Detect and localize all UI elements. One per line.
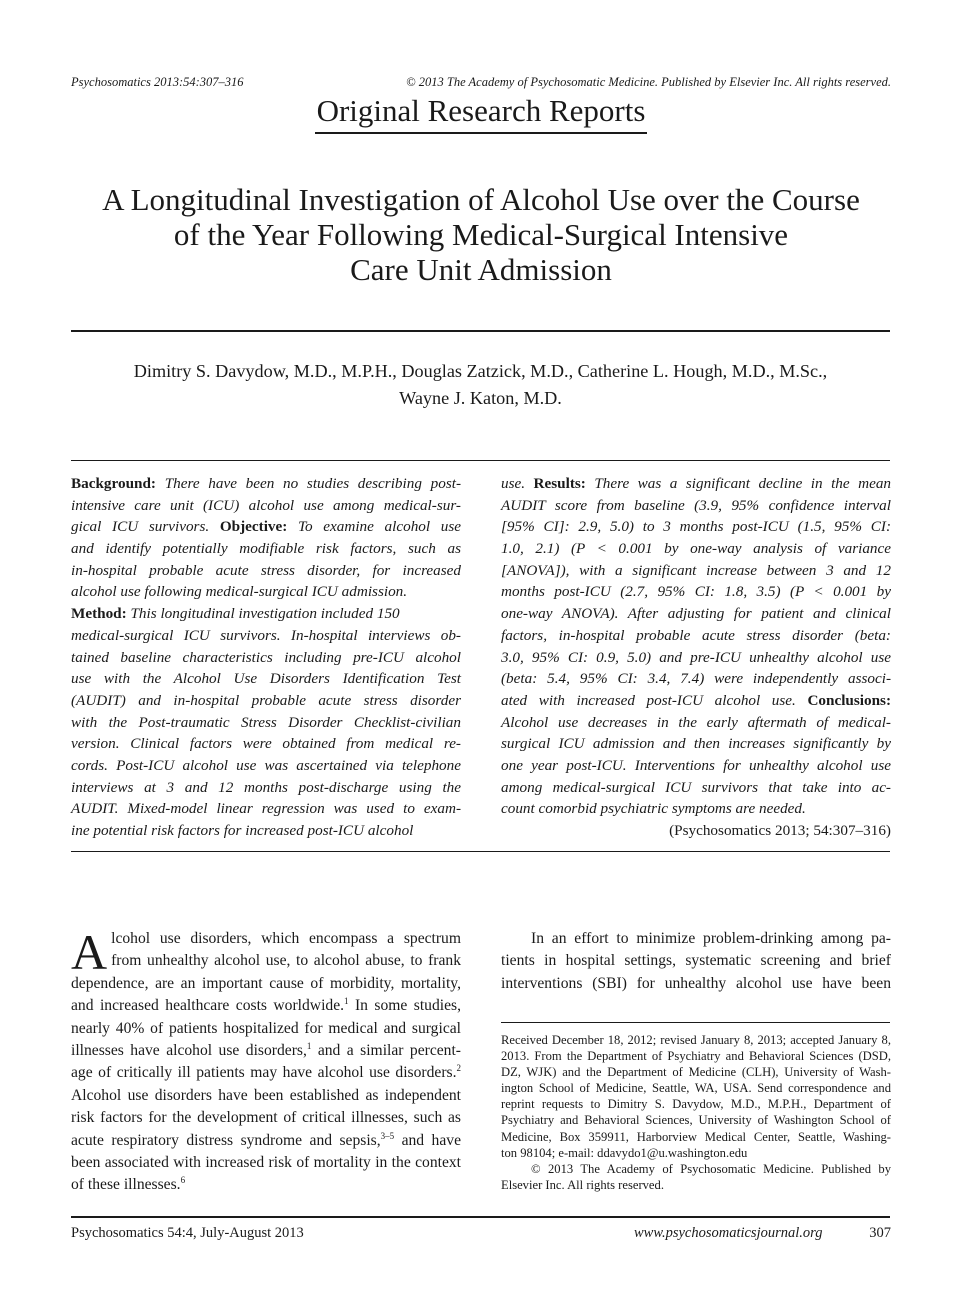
running-header-copyright: © 2013 The Academy of Psychosomatic Medicine. Published by Elsevier Inc. All rights reserved.: [406, 75, 891, 89]
body-text: and increased healthcare costs worldwide.: [71, 997, 345, 1015]
authors: [71, 358, 890, 412]
body-line: Alcohol use disorders have been established as independent: [71, 1086, 461, 1104]
body-line: tients in hospital settings, systematic screening and brief: [501, 952, 891, 970]
body-line: [71, 1130, 461, 1152]
body-line: from unhealthy alcohol use, to alcohol abuse, to frank: [111, 952, 461, 970]
abstract-line: [501, 690, 891, 712]
drop-cap: A: [71, 924, 108, 980]
body-text: age of critically ill patients may have alcohol use disorders.: [71, 1064, 457, 1082]
body-line: lcohol use disorders, which encompass a spectrum: [111, 930, 461, 947]
abstract-line: Alcohol use decreases in the early aftermath of medical-: [501, 713, 891, 731]
footnote-line: Elsevier Inc. All rights reserved.: [501, 1177, 664, 1192]
title-line: A Longitudinal Investigation of Alcohol Use over the Course: [102, 182, 860, 217]
abstract-line: factors, in-hospital probable acute stress disorder (beta:: [501, 626, 891, 644]
page-number: 307: [869, 1225, 891, 1241]
abstract-line: [71, 516, 461, 538]
body-text: of these illnesses.: [71, 1176, 181, 1194]
abstract-text: use.: [501, 475, 526, 492]
body-line: [71, 1040, 461, 1062]
abstract-line: one year post-ICU. Interventions for unhealthy alcohol use: [501, 756, 891, 774]
footnote-line: ton 98104; e-mail: ddavydo1@u.washington.edu: [501, 1145, 748, 1160]
title-rule: [71, 330, 890, 332]
footer-rule: [71, 1216, 890, 1218]
label-results: Results:: [533, 475, 586, 492]
abstract-text: There was a significant decline in the mean: [594, 475, 892, 492]
title-line: of the Year Following Medical-Surgical Intensive: [173, 217, 789, 252]
abstract-line: cords. Post-ICU alcohol use was ascertained via telephone: [71, 756, 461, 774]
abstract-left-column: [71, 473, 461, 842]
abstract-top-rule: [71, 460, 890, 461]
abstract-line: [71, 473, 461, 495]
body-text: and a similar percent-: [311, 1041, 462, 1059]
body-text: acute respiratory distress syndrome and sepsis,: [71, 1131, 381, 1149]
section-title-text: Original Research Reports: [315, 93, 648, 134]
citation-ref: 3–5: [380, 1130, 395, 1141]
abstract-line: count comorbid psychiatric symptoms are needed.: [501, 800, 806, 818]
body-line: risk factors for the development of critical illnesses, such as: [71, 1109, 461, 1127]
abstract-line: alcohol use following medical-surgical ICU admission.: [71, 583, 408, 601]
footnote-line: ington School of Medicine, Seattle, WA, USA. Send correspondence and: [501, 1081, 891, 1096]
abstract-line: with the Post-traumatic Stress Disorder Checklist-civilian: [71, 713, 461, 731]
citation-ref: 2: [456, 1063, 461, 1074]
abstract-line: and identify potentially modifiable risk factors, such as: [71, 540, 461, 558]
abstract-line: ine potential risk factors for increased post-ICU alcohol: [71, 822, 414, 839]
abstract-line: (AUDIT) and in-hospital probable acute stress disorder: [71, 691, 461, 709]
body-text: illnesses have alcohol use disorders,: [71, 1041, 307, 1059]
body-left-column: [71, 924, 462, 1197]
section-title: [0, 93, 962, 134]
abstract-text: ated with increased post-ICU alcohol use.: [501, 691, 796, 709]
abstract-text: To examine alcohol use: [297, 518, 462, 536]
citation-ref: 6: [180, 1175, 186, 1186]
footnote: [501, 1032, 891, 1193]
abstract-line: AUDIT score from baseline (3.9, 95% confidence interval: [501, 496, 891, 514]
label-objective: Objective:: [219, 518, 288, 536]
abstract-line: use with the Alcohol Use Disorders Identification Test: [71, 670, 461, 688]
abstract-line: version. Clinical factors were obtained from medical re-: [71, 735, 461, 753]
body-text: and have: [394, 1131, 461, 1149]
footer-website-link[interactable]: www.psychosomaticsjournal.org: [634, 1225, 823, 1241]
abstract-line: AUDIT. Mixed-model linear regression was used to exam-: [71, 800, 461, 818]
abstract-text: gical ICU survivors.: [71, 518, 210, 536]
abstract-line: in-hospital probable acute stress disorder, for increased: [71, 561, 461, 579]
footer-journal: Psychosomatics 54:4, July-August 2013: [71, 1225, 304, 1241]
citation-ref: 1: [344, 996, 349, 1007]
footnote-line: 2013. From the Department of Psychiatry and Behavioral Sciences (DSD,: [501, 1049, 891, 1064]
abstract-line: intensive care unit (ICU) alcohol use among medical-sur-: [71, 496, 461, 514]
footnote-rule: [501, 1022, 890, 1023]
abstract-line: [501, 473, 891, 495]
abstract-line: [95% CI]: 2.9, 5.0) to 3 months post-ICU (1.5, 95% CI:: [501, 518, 891, 536]
body-line: [71, 1062, 461, 1084]
abstract-text: There have been no studies describing post-: [164, 475, 462, 492]
body-line: [71, 995, 461, 1017]
abstract-text: This longitudinal investigation included 150: [130, 605, 400, 623]
footnote-line: Received December 18, 2012; revised January 8, 2013; accepted January 8,: [501, 1033, 891, 1047]
abstract-line: 3.0, 95% CI: 0.9, 5.0) and pre-ICU unhealthy alcohol use: [501, 648, 891, 666]
article-title: [60, 182, 902, 287]
running-header-citation: Psychosomatics 2013:54:307–316: [71, 75, 244, 89]
abstract-line: medical-surgical ICU survivors. In-hospital interviews ob-: [71, 626, 461, 644]
abstract-line: interviews at 3 and 12 months post-discharge using the: [71, 778, 461, 796]
abstract-right-column: [501, 473, 891, 842]
footnote-line: reprint requests to Dimitry S. Davydow, M.D., M.P.H., Department of: [501, 1097, 891, 1112]
abstract-bottom-rule: [71, 851, 890, 852]
abstract-line: (beta: 5.4, 95% CI: 3.4, 7.4) were independently associ-: [501, 670, 891, 688]
label-method: Method:: [71, 605, 127, 623]
body-line: been associated with increased risk of mortality in the context: [71, 1153, 461, 1171]
label-background: Background:: [71, 475, 156, 492]
title-line: Care Unit Admission: [350, 252, 612, 287]
abstract-line: [ANOVA]), with a significant increase between 3 and 12: [501, 561, 891, 579]
citation-ref: 1: [306, 1040, 312, 1051]
body-line: nearly 40% of patients hospitalized for medical and surgical: [71, 1019, 461, 1037]
body-right-column: [501, 928, 891, 995]
footnote-line: Psychiatry and Behavioral Sciences, University of Washington School of: [501, 1113, 891, 1128]
body-line: [71, 1174, 461, 1196]
abstract-line: months post-ICU (2.7, 95% CI: 1.8, 3.5) (P < 0.001 by: [501, 583, 891, 601]
body-line: In an effort to minimize problem-drinking among pa-: [531, 930, 891, 947]
abstract-citation: (Psychosomatics 2013; 54:307–316): [669, 822, 891, 839]
abstract-line: [71, 603, 461, 625]
abstract-line: surgical ICU admission and then increases significantly by: [501, 735, 891, 753]
footnote-line: Medicine, Box 359911, Harborview Medical Center, Seattle, Washing-: [501, 1129, 891, 1144]
footnote-line: DZ, WJK) and the Department of Medicine (CLH), University of Wash-: [501, 1065, 891, 1080]
body-text: In some studies,: [348, 997, 461, 1015]
body-line: interventions (SBI) for unhealthy alcohol use have been: [501, 974, 891, 992]
abstract-line: 1.0, 2.1) (P < 0.001 by one-way analysis of variance: [501, 540, 891, 558]
body-line: dependence, are an important cause of morbidity, mortality,: [71, 974, 461, 992]
abstract-line: tained baseline characteristics including pre-ICU alcohol: [71, 648, 461, 666]
authors-line: Wayne J. Katon, M.D.: [399, 388, 562, 408]
abstract-line: one-way ANOVA). After adjusting for patient and clinical: [501, 605, 891, 623]
authors-line: Dimitry S. Davydow, M.D., M.P.H., Douglas Zatzick, M.D., Catherine L. Hough, M.D., M.Sc.,: [133, 361, 828, 381]
footnote-line: © 2013 The Academy of Psychosomatic Medicine. Published by: [531, 1161, 891, 1176]
label-conclusions: Conclusions:: [807, 691, 892, 709]
abstract-line: among medical-surgical ICU survivors that take into ac-: [501, 778, 891, 796]
